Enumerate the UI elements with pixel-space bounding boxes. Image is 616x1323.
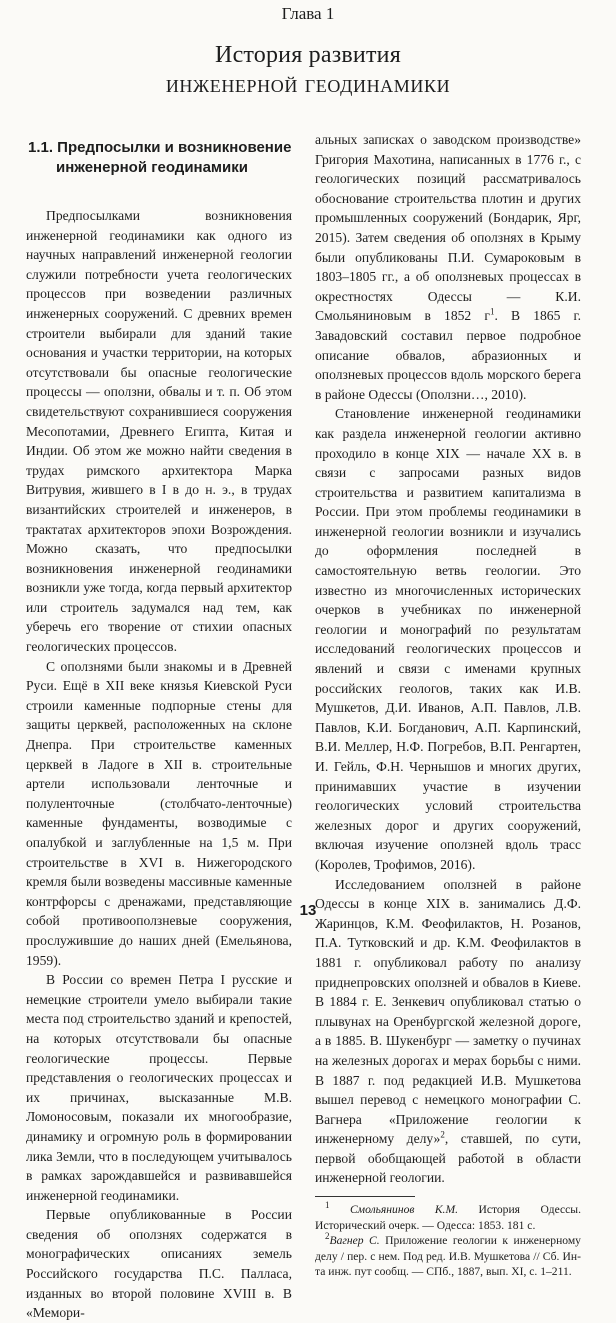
section-heading-line-2: инженерной геодинамики: [56, 159, 248, 176]
footnote: [315, 1202, 581, 1233]
footnote-mark: 2: [325, 1231, 330, 1242]
section-heading-line-1: 1.1. Предпосылки и возникновение: [28, 139, 292, 156]
paragraph-text: . В 1865 г. Завадовский составил первое подробное описание обвалов, абразионных и оползневых процессов вдоль морского берега в районе Одессы (Оползни…, 2010).: [315, 308, 581, 402]
right-column: [315, 130, 581, 1280]
left-column: [26, 130, 292, 1323]
footnote-mark: 1: [325, 1200, 330, 1211]
chapter-title-line-1: История развития: [215, 42, 401, 68]
footnote-author: Вагнер С.: [329, 1234, 380, 1248]
paragraph: Предпосылками возникновения инженерной геодинамики как одного из научных направлений инженерной геологии служили потребности учета геологических процессов при возведении различных инженерных сооружений. С древних времен строители выбирали для зданий такие основания и участки территории, на которых отсутствовали бы опасные геологические процессы — оползни, обвалы и т. п. Об этом свидетельствуют сохранившиеся сооружения Месопотамии, Древнего Египта, Китая и Индии. Об этом же можно найти сведения в трудах римского архитектора Марка Витрувия, жившего в I в до н. э., в трудах византийских строителей и инженеров, в трактатах архитекторов эпохи Возрождения. Можно сказать, что предпосылки возникновения инженерной геодинамики возникли уже тогда, когда первый архитектор или строитель задумался над тем, как уберечь его творение от стихии опасных геологических процессов.: [26, 208, 292, 655]
section-heading: [28, 138, 292, 178]
footnote: [315, 1233, 581, 1280]
paragraph-text: альных записках о заводском производстве» Григория Махотина, написанных в 1776 г., с геологических позиций рассматривалось обоснование строительства плотин и других промышленных сооружений (Бондарик, Ярг, 2015). Затем сведения об оползнях в Крыму были опубликованы П.И. Сумароковым в 1803–1805 гг., а об оползневых процессах в окрестностях Одессы — К.И. Смольяниновым в 1852 г: [315, 132, 581, 324]
chapter-label: Глава 1: [281, 4, 335, 23]
page-number: 13: [299, 902, 317, 919]
paragraph: [315, 130, 581, 404]
footnote-separator: [315, 1196, 415, 1197]
chapter-title: [0, 40, 616, 100]
paragraph: Становление инженерной геодинамики как раздела инженерной геологии активно проходило в конце XIX — начале XX в. в связи с запросами разных видов строительства и развитием капитализма в России. При этом проблемы геодинамики в инженерной геологии возникли и изучались до оформления последней в самостоятельную ветвь геологии. Это известно из многочисленных исторических очерков в учебниках по инженерной геологии и монографий по результатам исследований геологических процессов и явлений и связи с именами крупных российских геологов, таких как И.В. Мушкетов, Д.И. Иванов, А.П. Павлов, Л.В. Павлов, К.И. Богданович, А.П. Карпинский, В.И. Меллер, Н.Ф. Погребов, В.П. Ренгартен, И. Гейль, Ф.Н. Чернышов и многих других, принимавших участие в изучении геологических условий строительства железных дорог и других сооружений, включая изучение оползней вдоль трасс (Королев, Трофимов, 2016).: [315, 406, 581, 872]
footnote-text: История Одессы. Исторический очерк. — Одесса: 1853. 181 с.: [315, 1203, 581, 1232]
paragraph-text: Исследованием оползней в районе Одессы в конце XIX в. занимались Д.Ф. Жаринцов, К.М. Феофилактов, Н. Розанов, П.А. Тутковский и др. К.М. Феофилактов в 1881 г. опубликовал работу по анализу приднепровских оползней и обвалов в Киеве. В 1884 г. Е. Зенкевич опубликовал статью о плывунах на Оренбургской железной дороге, а в 1885. В. Шукенбург — заметку о пучинах на железных дорогах и мерах борьбы с ними. В 1887 г. под редакцией И.В. Мушкетова вышел перевод с немецкого монографии С. Вагнера «Приложение геологии к инженерному делу»: [315, 876, 581, 1147]
chapter-title-line-2: инженерной геодинамики: [165, 71, 451, 98]
paragraph: С оползнями были знакомы и в Древней Руси. Ещё в XII веке князья Киевской Руси строили каменные подпорные стены для защиты церквей, расположенных на склоне Днепра. При строительстве каменных церквей в Ладоге в XII в. строительные артели использовали ленточные и полуленточные (столбчато-ленточные) каменные фундаменты, возводимые с опалубкой и заглубленные на 1,5 м. При строительстве в XVI в. Нижегородского кремля были возведены массивные каменные контрфорсы с дренажами, представляющие собой противооползневые сооружения, прослужившие до наших дней (Емельянова, 1959).: [26, 658, 292, 968]
footnote-text: Приложение геологии к инженерному делу / пер. с нем. Под ред. И.В. Мушкетова // Сб. Ин-та инж. пут сообщ. — СПб., 1887, вып. XI, с. 1–211.: [315, 1234, 581, 1279]
paragraph: Первые опубликованные в России сведения об оползнях содержатся в монографических описаниях земель Российского государства П.С. Палласа, изданных во второй половине XVIII в. В «Мемори-: [26, 1207, 292, 1321]
paragraph: [315, 875, 581, 1189]
footnote-author: Смольянинов К.М.: [349, 1203, 459, 1217]
paragraph-text: , ставшей, по сути, первой обобщающей работой в области инженерной геологии.: [315, 1131, 581, 1186]
paragraph: В России со времен Петра I русские и немецкие строители умело выбирали такие места под строительство зданий и крепостей, на которых отсутствовали бы опасные геологические процессы. Первые представления о геологических процессах и их причинах, высказанные М.В. Ломоносовым, показали их многообразие, динамику и огромную роль в формировании лика Земли, что в последующем учитывалось в рамках зарождавшейся и развивавшейся инженерной геодинамики.: [26, 972, 292, 1203]
footnote-ref: 2: [440, 1129, 445, 1140]
footnote-ref: 1: [489, 306, 495, 317]
